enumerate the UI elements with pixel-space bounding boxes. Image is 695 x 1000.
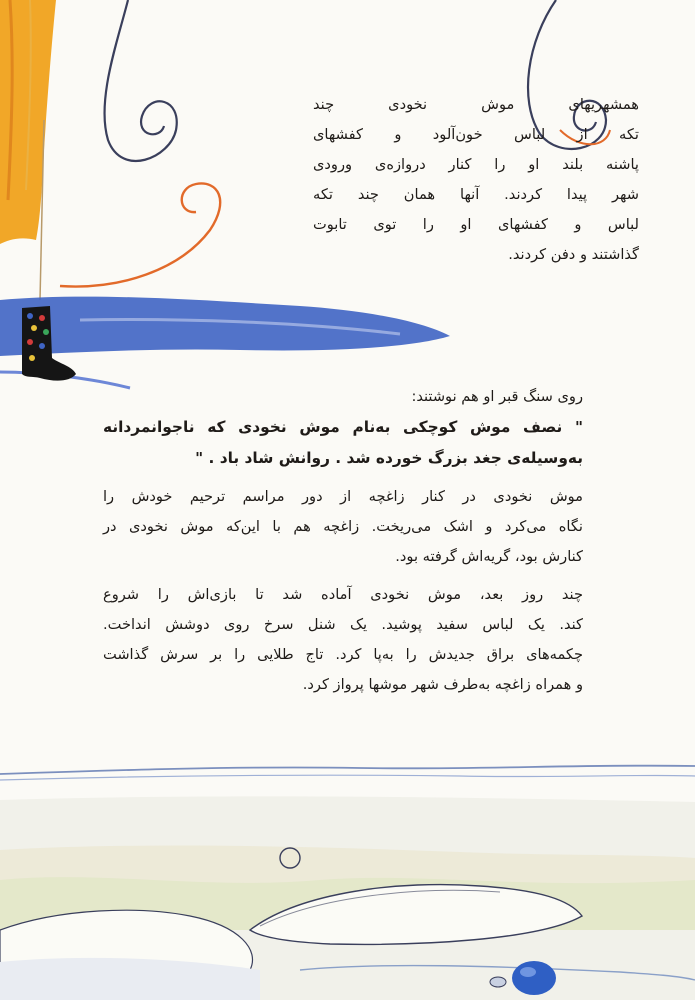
swirl-orange [60,183,220,286]
text-line: چکمه‌های براق جدیدش را به‌پا کرد. تاج طلایی را بر سرش گذاشت [103,646,583,663]
paragraph-gap [103,572,583,580]
text-line: همشهریهای موش نخودی چند [313,96,639,113]
blue-brush [0,297,450,356]
text-line: تکه از لباس خون‌آلود و کفشهای [313,126,639,143]
horizon-line [0,766,695,774]
text-line: کنارش بود، گریه‌اش گرفته بود. [395,548,583,565]
text-line: لباس و کفشهای او را توی تابوت [313,216,639,233]
text-line: چند روز بعد، موش نخودی آماده شد تا بازی‌اش را شروع [103,586,583,603]
text-line: نگاه می‌کرد و اشک می‌ریخت. زاغچه هم با این‌که موش نخودی در [103,518,583,535]
text-line: موش نخودی در کنار زاغچه از دور مراسم ترحیم خودش را [103,488,583,505]
story-paragraphs [103,482,583,700]
epitaph-lead [103,382,583,412]
swirl-left [105,0,177,161]
epitaph-quote [103,412,583,474]
text-line: روی سنگ قبر او هم نوشتند: [411,388,583,405]
text-line: شهر پیدا کردند. آنها همان چند تکه [313,186,639,203]
text-line: کند. یک لباس سفید پوشید. یک شنل سرخ روی دوشش انداخت. [103,616,583,633]
illustration-bottom [0,730,695,1000]
text-line: پاشنه بلند او را کنار دروازه‌ی ورودی [313,156,639,173]
text-line: گذاشتند و دفن کردند. [508,246,639,263]
text-line: به‌وسیله‌ی جغد بزرگ خورده شد . روانش شاد باد . " [195,449,583,467]
text-line: و همراه زاغچه به‌طرف شهر موشها پرواز کرد. [302,676,583,693]
intro-paragraph [313,90,639,270]
text-line: " نصف موش کوچکی به‌نام موش نخودی که ناجوانمردانه [103,418,583,436]
